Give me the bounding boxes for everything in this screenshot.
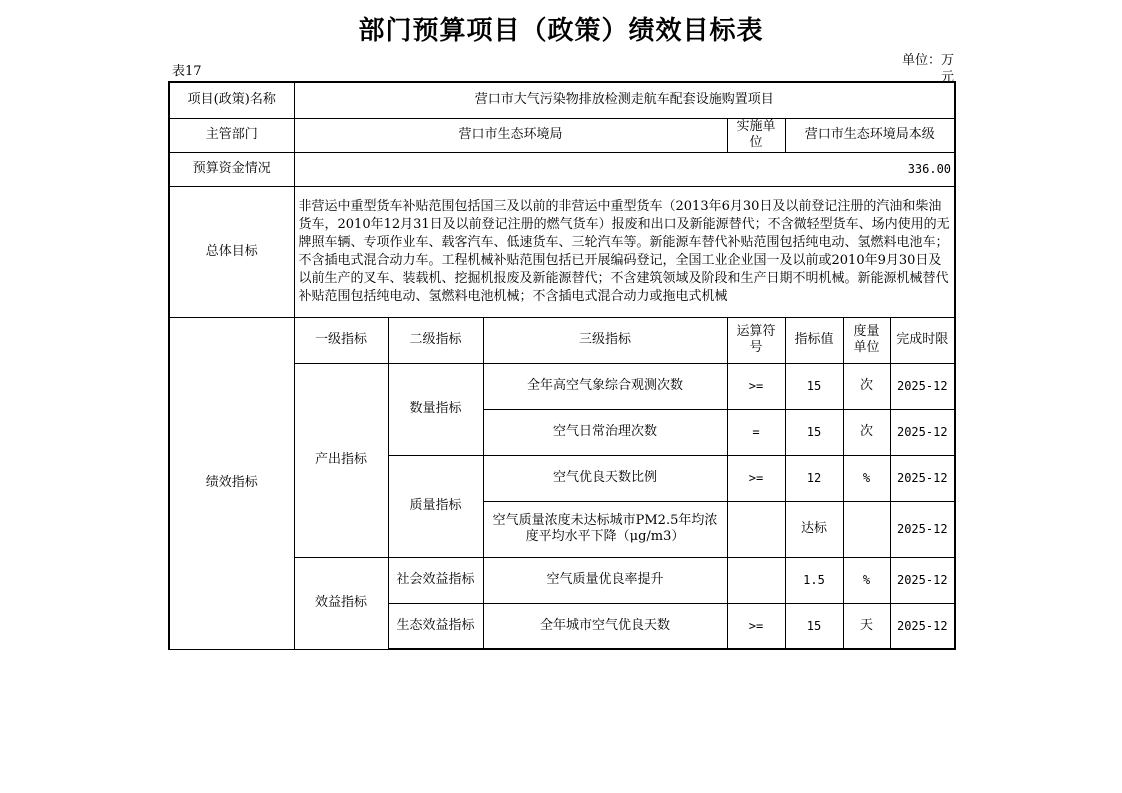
indicator-value: 15 <box>785 409 843 455</box>
indicator-deadline: 2025-12 <box>890 557 955 603</box>
indicator-operator: >= <box>727 363 785 409</box>
project-name-label: 项目(政策)名称 <box>169 82 294 118</box>
indicator-name: 空气质量浓度未达标城市PM2.5年均浓度平均水平下降（μg/m3） <box>483 501 727 557</box>
indicator-operator <box>727 557 785 603</box>
indicator-name: 全年城市空气优良天数 <box>483 603 727 649</box>
eco-benefit-label: 生态效益指标 <box>388 603 483 649</box>
indicator-operator: >= <box>727 603 785 649</box>
table-number: 表17 <box>172 64 202 79</box>
project-name-value: 营口市大气污染物排放检测走航车配套设施购置项目 <box>294 82 955 118</box>
indicator-name: 空气优良天数比例 <box>483 455 727 501</box>
indicator-value: 1.5 <box>785 557 843 603</box>
budget-row <box>169 152 955 186</box>
indicator-unit: % <box>843 557 890 603</box>
indicator-value: 达标 <box>785 501 843 557</box>
indicator-deadline: 2025-12 <box>890 455 955 501</box>
indicator-unit: 次 <box>843 363 890 409</box>
header-level2: 二级指标 <box>388 317 483 363</box>
indicator-value: 12 <box>785 455 843 501</box>
goal-value: 非营运中重型货车补贴范围包括国三及以前的非营运中重型货车（2013年6月30日及以前登记注册的汽油和柴油货车，2010年12月31日及以前登记注册的燃气货车）报废和出口及新能源替代；不含微轻型货车、场内使用的无牌照车辆、专项作业车、载客汽车、低速货车、三轮汽车等。新能源车替代补贴范围包括纯电动、氢燃料电池车；不含插电式混合动力车。工程机械补贴范围包括已开展编码登记，全国工业企业国一及以前或2010年9月30日及以前生产的叉车、装载机、挖掘机报废及新能源替代；不含建筑领域及阶段和生产日期不明机械。新能源机械替代补贴范围包括纯电动、氢燃料电池机械；不含插电式混合动力或拖电式机械 <box>294 186 955 317</box>
header-operator: 运算符号 <box>727 317 785 363</box>
goal-row <box>169 186 955 317</box>
output-indicator-label: 产出指标 <box>294 363 388 557</box>
page-title: 部门预算项目（政策）绩效目标表 <box>358 16 764 46</box>
indicator-deadline: 2025-12 <box>890 363 955 409</box>
dept-label: 主管部门 <box>169 118 294 152</box>
indicator-operator: = <box>727 409 785 455</box>
impl-value: 营口市生态环境局本级 <box>785 118 955 152</box>
indicator-value: 15 <box>785 603 843 649</box>
benefit-indicator-label: 效益指标 <box>294 557 388 649</box>
goal-label: 总体目标 <box>169 186 294 317</box>
project-name-row <box>169 82 955 118</box>
indicator-deadline: 2025-12 <box>890 409 955 455</box>
indicator-unit: % <box>843 455 890 501</box>
indicator-header-row <box>169 317 955 363</box>
quality-indicator-label: 质量指标 <box>388 455 483 557</box>
budget-value: 336.00 <box>294 152 955 186</box>
indicator-unit: 天 <box>843 603 890 649</box>
budget-label: 预算资金情况 <box>169 152 294 186</box>
header-level1: 一级指标 <box>294 317 388 363</box>
unit-label: 单位：万元 <box>901 53 954 85</box>
indicator-deadline: 2025-12 <box>890 603 955 649</box>
header-deadline: 完成时限 <box>890 317 955 363</box>
indicator-deadline: 2025-12 <box>890 501 955 557</box>
department-row <box>169 118 955 152</box>
social-benefit-label: 社会效益指标 <box>388 557 483 603</box>
indicator-operator: >= <box>727 455 785 501</box>
indicator-section-label: 绩效指标 <box>169 317 294 649</box>
indicator-name: 空气质量优良率提升 <box>483 557 727 603</box>
performance-target-table <box>168 81 956 650</box>
impl-label: 实施单位 <box>727 118 785 152</box>
indicator-value: 15 <box>785 363 843 409</box>
dept-value: 营口市生态环境局 <box>294 118 727 152</box>
indicator-unit <box>843 501 890 557</box>
header-level3: 三级指标 <box>483 317 727 363</box>
indicator-name: 全年高空气象综合观测次数 <box>483 363 727 409</box>
header-unit: 度量单位 <box>843 317 890 363</box>
quantity-indicator-label: 数量指标 <box>388 363 483 455</box>
indicator-unit: 次 <box>843 409 890 455</box>
indicator-operator <box>727 501 785 557</box>
header-value: 指标值 <box>785 317 843 363</box>
indicator-name: 空气日常治理次数 <box>483 409 727 455</box>
